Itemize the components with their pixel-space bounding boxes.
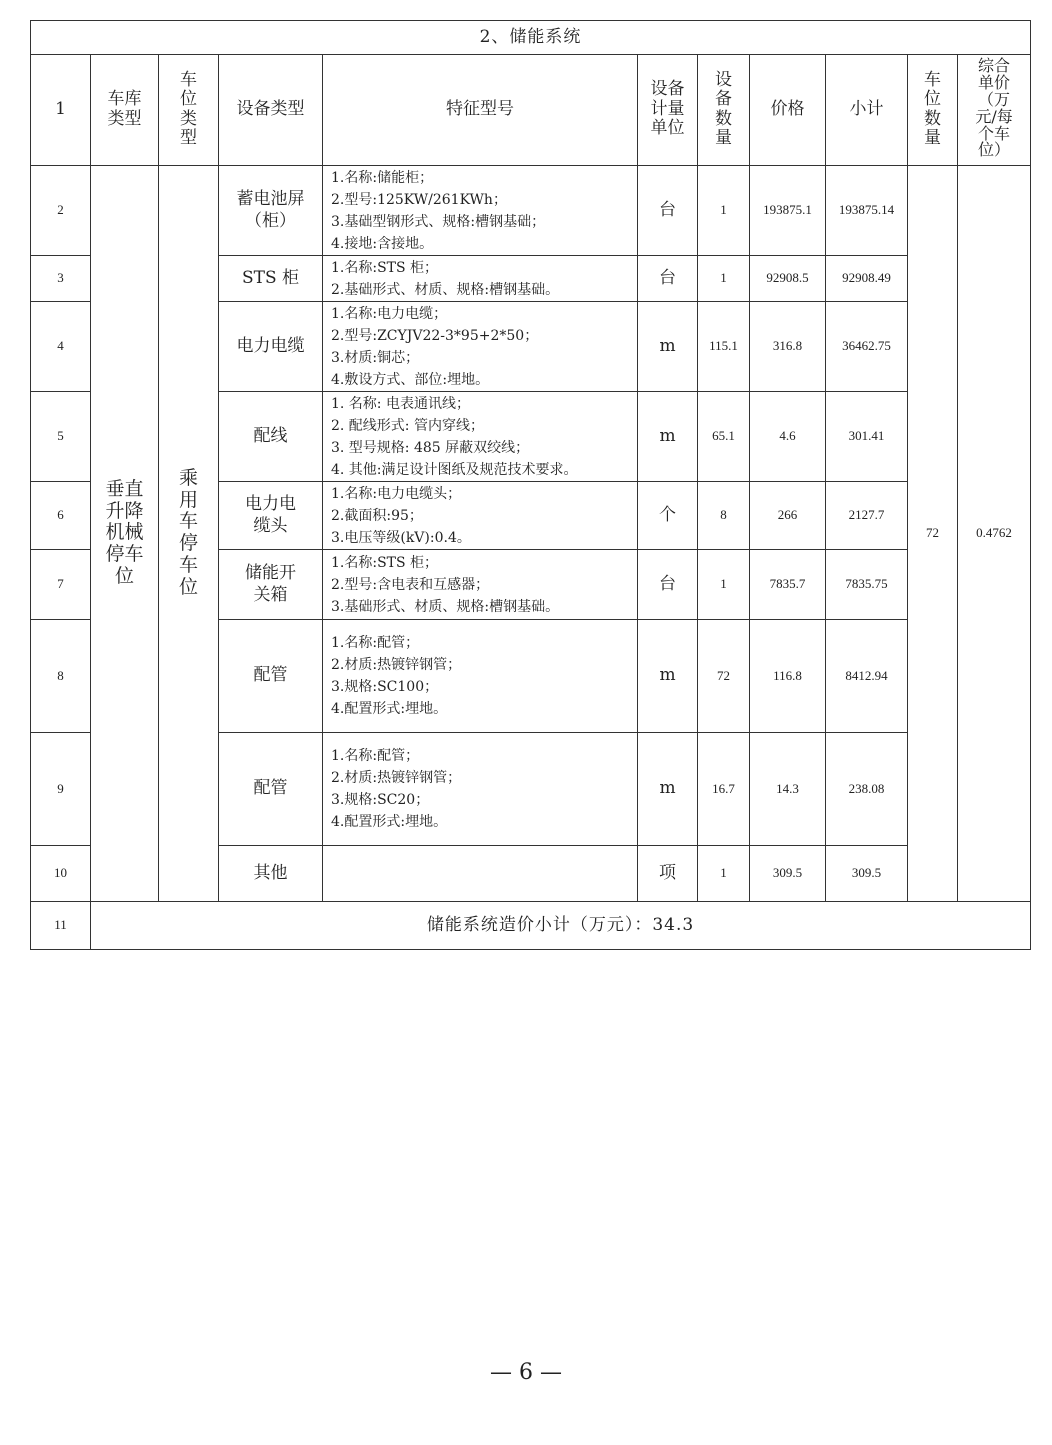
table-title: 2、储能系统 <box>31 21 1031 55</box>
unit-price: 316.8 <box>750 302 826 392</box>
equipment-type-label: STS 柜 <box>241 267 300 288</box>
feature-spec <box>323 256 638 302</box>
spec-line: 4. 其他:满足设计图纸及规范技术要求。 <box>331 461 578 478</box>
energy-storage-table <box>30 20 1031 950</box>
equipment-type <box>219 302 323 392</box>
feature-spec <box>323 302 638 392</box>
equipment-type <box>219 392 323 482</box>
spec-line: 3. 型号规格: 485 屏蔽双绞线； <box>331 439 530 456</box>
row-index: 9 <box>31 733 91 846</box>
row-index: 7 <box>31 550 91 620</box>
spec-line: 2.基础形式、材质、规格:槽钢基础。 <box>331 281 560 298</box>
measure-unit: m <box>638 733 698 846</box>
row-subtotal: 7835.75 <box>826 550 908 620</box>
equipment-quantity: 72 <box>698 620 750 733</box>
header-index: 1 <box>31 55 91 166</box>
garage-type-cell <box>91 166 159 902</box>
unit-price: 7835.7 <box>750 550 826 620</box>
equipment-type-label: 其他 <box>253 862 288 883</box>
equipment-quantity: 1 <box>698 550 750 620</box>
space-type-value: 乘用车停车位 <box>179 466 199 598</box>
equipment-type-label: 配管 <box>253 778 288 799</box>
equipment-quantity: 65.1 <box>698 392 750 482</box>
spec-line: 1.名称:STS 柜； <box>331 259 439 276</box>
spec-line: 2.材质:热镀锌钢管； <box>331 770 462 786</box>
unit-price: 193875.1 <box>750 166 826 256</box>
equipment-type-label: 配管 <box>253 665 288 686</box>
header-feature-model: 特征型号 <box>323 55 638 166</box>
measure-unit: 项 <box>638 846 698 902</box>
row-subtotal: 8412.94 <box>826 620 908 733</box>
spec-line: 4.接地:含接地。 <box>331 235 434 252</box>
measure-unit: 个 <box>638 482 698 550</box>
spec-line: 3.电压等级(kV):0.4。 <box>331 529 471 546</box>
header-equipment-type: 设备类型 <box>219 55 323 166</box>
header-space-count: 车位数量 <box>924 69 941 149</box>
feature-spec <box>323 550 638 620</box>
measure-unit: m <box>638 392 698 482</box>
measure-unit: 台 <box>638 166 698 256</box>
equipment-type-label: 电力电缆 <box>236 335 305 356</box>
header-price: 价格 <box>750 55 826 166</box>
equipment-type-label: 配线 <box>253 425 288 446</box>
spec-line: 4.配置形式:埋地。 <box>331 701 448 717</box>
total-row-index: 11 <box>31 902 91 950</box>
feature-spec <box>323 392 638 482</box>
garage-type-value: 垂直升降机械停车位 <box>105 477 144 588</box>
header-unit-price: 综合单价（万元/每个车位） <box>975 56 1013 160</box>
row-index: 3 <box>31 256 91 302</box>
spec-line: 3.基础形式、材质、规格:槽钢基础。 <box>331 598 560 615</box>
spec-line: 2. 配线形式: 管内穿线； <box>331 417 484 434</box>
space-type-cell <box>159 166 219 902</box>
equipment-quantity: 1 <box>698 256 750 302</box>
equipment-type-label: 蓄电池屏（柜） <box>236 189 305 231</box>
equipment-quantity: 115.1 <box>698 302 750 392</box>
unit-price: 92908.5 <box>750 256 826 302</box>
header-quantity: 设备数量 <box>715 69 732 149</box>
spec-line: 2.型号:ZCYJV22-3*95+2*50； <box>331 327 539 344</box>
row-subtotal: 92908.49 <box>826 256 908 302</box>
spec-line: 3.规格:SC100； <box>331 679 439 695</box>
equipment-type <box>219 550 323 620</box>
header-row <box>31 55 1031 166</box>
unit-price: 309.5 <box>750 846 826 902</box>
unit-price: 14.3 <box>750 733 826 846</box>
spec-line: 1.名称:电力电缆头； <box>331 485 462 502</box>
feature-spec <box>323 733 638 846</box>
feature-spec <box>323 166 638 256</box>
row-index: 10 <box>31 846 91 902</box>
equipment-quantity: 16.7 <box>698 733 750 846</box>
equipment-type <box>219 166 323 256</box>
equipment-type-label: 电力电缆头 <box>245 494 296 536</box>
header-garage-type: 车库类型 <box>107 89 142 129</box>
feature-spec <box>323 482 638 550</box>
spec-line: 1.名称:配管； <box>331 635 420 651</box>
feature-spec <box>323 846 638 902</box>
row-index: 2 <box>31 166 91 256</box>
spec-line: 1. 名称: 电表通讯线； <box>331 395 470 412</box>
equipment-type <box>219 846 323 902</box>
header-subtotal: 小计 <box>826 55 908 166</box>
spec-line: 1.名称:电力电缆； <box>331 305 448 322</box>
measure-unit: m <box>638 302 698 392</box>
row-index: 6 <box>31 482 91 550</box>
equipment-type <box>219 733 323 846</box>
row-subtotal: 2127.7 <box>826 482 908 550</box>
spec-line: 3.基础型钢形式、规格:槽钢基础； <box>331 213 546 230</box>
equipment-type-label: 储能开关箱 <box>245 563 296 605</box>
unit-price: 116.8 <box>750 620 826 733</box>
total-row <box>31 902 1031 950</box>
row-subtotal: 301.41 <box>826 392 908 482</box>
equipment-type <box>219 482 323 550</box>
spec-line: 2.型号:含电表和互感器； <box>331 576 490 593</box>
spec-line: 3.规格:SC20； <box>331 792 430 808</box>
composite-unit-price-value: 0.4762 <box>958 166 1031 902</box>
spec-line: 3.材质:铜芯； <box>331 349 420 366</box>
spec-line: 2.截面积:95； <box>331 507 423 524</box>
equipment-type <box>219 620 323 733</box>
equipment-quantity: 1 <box>698 166 750 256</box>
total-cost-text: 储能系统造价小计（万元）：34.3 <box>91 902 1031 950</box>
measure-unit: 台 <box>638 256 698 302</box>
spec-line: 4.敷设方式、部位:埋地。 <box>331 371 490 388</box>
measure-unit: m <box>638 620 698 733</box>
header-space-type: 车位类型 <box>180 69 197 149</box>
page-number: — 6 — <box>490 1360 562 1385</box>
space-count-value: 72 <box>908 166 958 902</box>
spec-line: 1.名称:STS 柜； <box>331 554 439 571</box>
feature-spec <box>323 620 638 733</box>
row-subtotal: 36462.75 <box>826 302 908 392</box>
measure-unit: 台 <box>638 550 698 620</box>
equipment-quantity: 1 <box>698 846 750 902</box>
row-index: 8 <box>31 620 91 733</box>
row-subtotal: 238.08 <box>826 733 908 846</box>
row-subtotal: 309.5 <box>826 846 908 902</box>
equipment-type <box>219 256 323 302</box>
spec-line: 4.配置形式:埋地。 <box>331 814 448 830</box>
row-subtotal: 193875.14 <box>826 166 908 256</box>
spec-line: 1.名称:储能柜； <box>331 169 434 186</box>
row-index: 5 <box>31 392 91 482</box>
spec-line: 2.材质:热镀锌钢管； <box>331 657 462 673</box>
spec-line: 2.型号:125KW/261KWh； <box>331 191 507 208</box>
equipment-quantity: 8 <box>698 482 750 550</box>
unit-price: 266 <box>750 482 826 550</box>
unit-price: 4.6 <box>750 392 826 482</box>
spec-line: 1.名称:配管； <box>331 748 420 764</box>
header-unit: 设备计量单位 <box>650 79 685 139</box>
row-index: 4 <box>31 302 91 392</box>
table-row <box>31 166 1031 256</box>
